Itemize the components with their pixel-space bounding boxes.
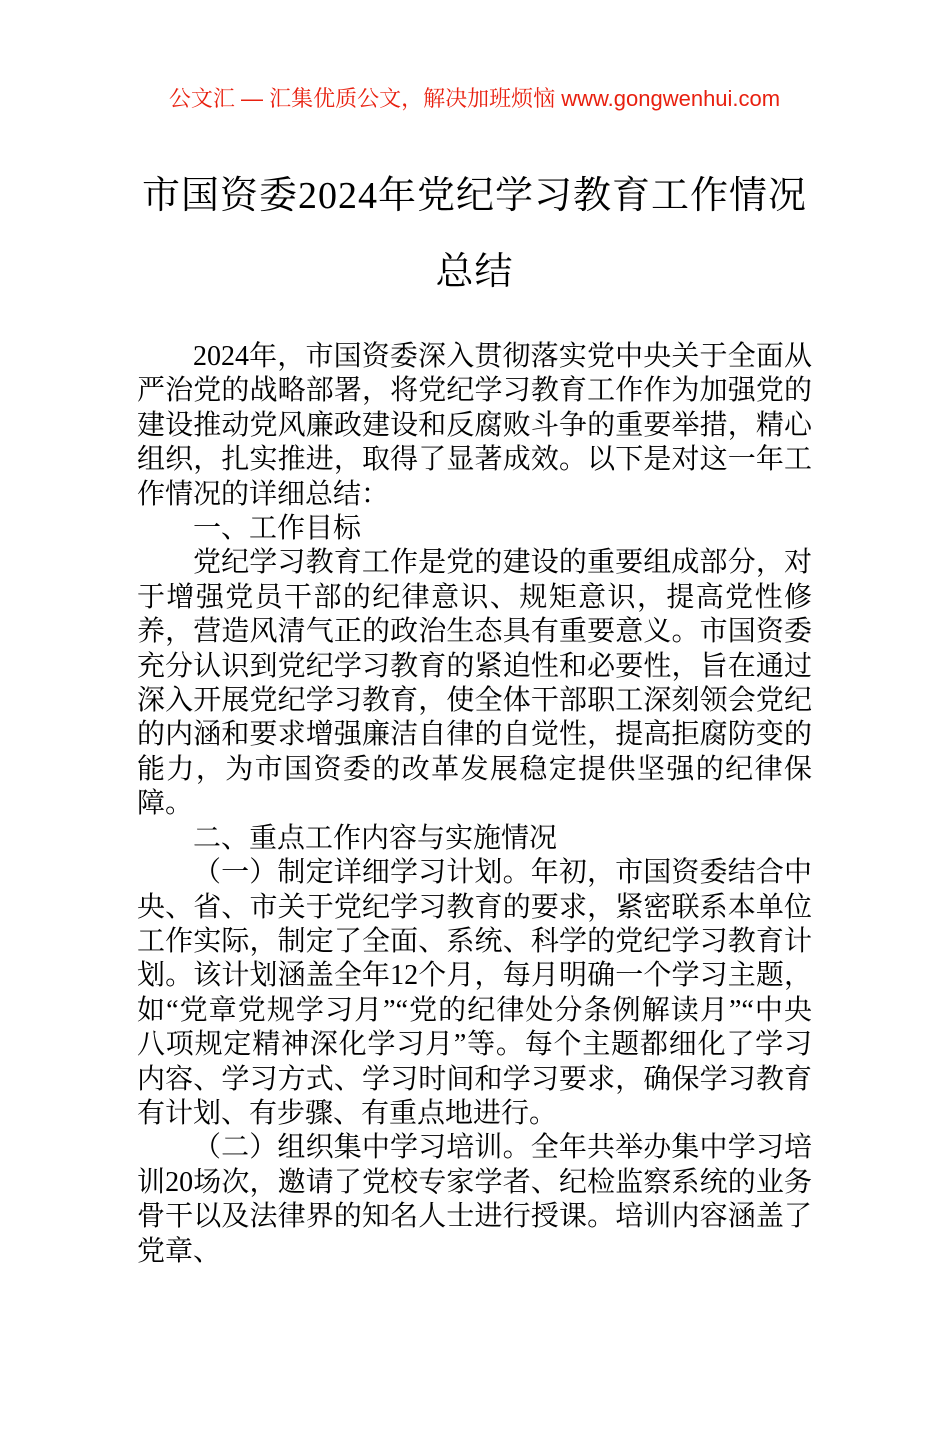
paragraph-study-plan: （一）制定详细学习计划。年初，市国资委结合中央、省、市关于党纪学习教育的要求，紧密联系本单位工作实际，制定了全面、系统、科学的党纪学习教育计划。该计划涵盖全年12个月，每月明确一个学习主题，如“党章党规学习月”“党的纪律处分条例解读月”“中央八项规定精神深化学习月”等。每个主题都细化了学习内容、学习方式、学习时间和学习要求，确保学习教育有计划、有步骤、有重点地进行。 bbox=[137, 857, 812, 1129]
document-page bbox=[0, 86, 950, 1430]
paragraph-intro: 2024年，市国资委深入贯彻落实党中央关于全面从严治党的战略部署，将党纪学习教育工作作为加强党的建设推动党风廉政建设和反腐败斗争的重要举措，精心组织，扎实推进，取得了显著成效。以下是对这一年工作情况的详细总结： bbox=[137, 341, 812, 510]
section-heading-2: 二、重点工作内容与实施情况 bbox=[193, 822, 558, 854]
paragraph-training: （二）组织集中学习培训。全年共举办集中学习培训20场次，邀请了党校专家学者、纪检监察系统的业务骨干以及法律界的知名人士进行授课。培训内容涵盖了党章、 bbox=[137, 1132, 812, 1267]
paragraph-goals: 党纪学习教育工作是党的建设的重要组成部分，对于增强党员干部的纪律意识、规矩意识，提高党性修养，营造风清气正的政治生态具有重要意义。市国资委充分认识到党纪学习教育的紧迫性和必要性，旨在通过深入开展党纪学习教育，使全体干部职工深刻领会党纪的内涵和要求增强廉洁自律的自觉性，提高拒腐防变的能力，为市国资委的改革发展稳定提供坚强的纪律保障。 bbox=[137, 547, 812, 820]
site-watermark-banner: 公文汇 — 汇集优质公文，解决加班烦恼 www.gongwenhui.com bbox=[168, 86, 781, 111]
document-body bbox=[137, 340, 812, 1269]
section-heading-1: 一、工作目标 bbox=[193, 513, 362, 545]
document-title: 市国资委2024年党纪学习教育工作情况总结 bbox=[141, 175, 807, 293]
